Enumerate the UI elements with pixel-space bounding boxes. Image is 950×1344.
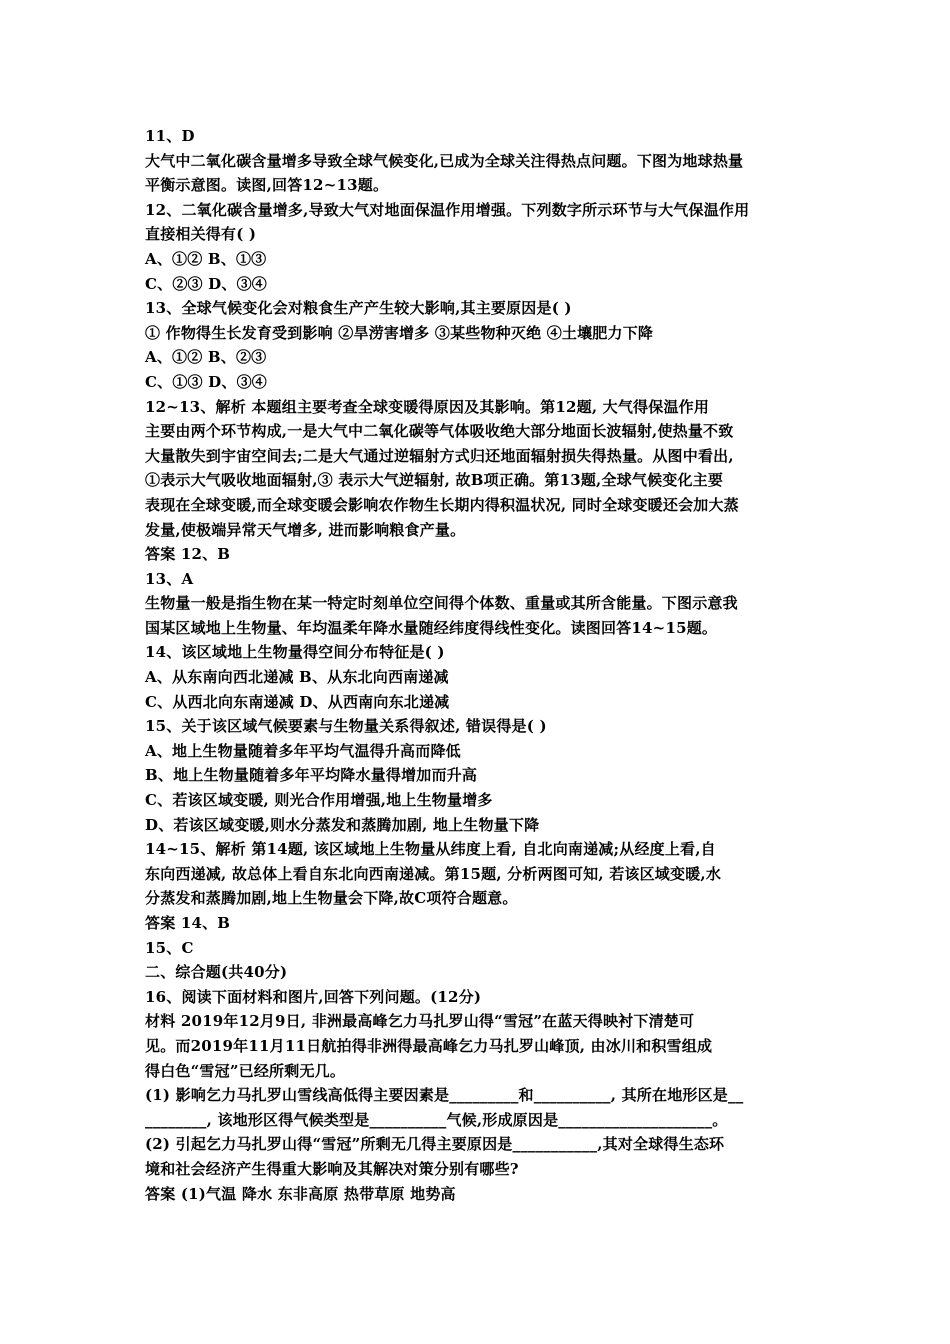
question-15-option-d: D、若该区域变暖,则水分蒸发和蒸腾加剧, 地上生物量下降 — [145, 815, 540, 834]
question-16-part-1-line-2: ________, 该地形区得气候类型是__________气候,形成原因是____________________。 — [145, 1110, 728, 1129]
material-12-13-line-1: 大气中二氧化碳含量增多导致全球气候变化,已成为全球关注得热点问题。下图为地球热量 — [145, 151, 744, 170]
question-12-line-1: 12、二氧化碳含量增多,导致大气对地面保温作用增强。下列数字所示环节与大气保温作用 — [145, 200, 750, 219]
question-14-options-ab: A、从东南向西北递减 B、从东北向西南递减 — [145, 668, 449, 687]
section-heading-comprehensive: 二、综合题(共40分) — [145, 963, 288, 982]
question-14-options-cd: C、从西北向东南递减 D、从西南向东北递减 — [145, 692, 450, 711]
material-12-13-line-2: 平衡示意图。读图,回答12~13题。 — [145, 176, 389, 195]
question-12-options-ab: A、①② B、①③ — [145, 249, 267, 268]
answer-11: 11、D — [145, 127, 195, 145]
question-15-option-c: C、若该区域变暖, 则光合作用增强,地上生物量增多 — [145, 791, 493, 810]
analysis-14-15-line-2: 东向西递减, 故总体上看自东北向西南递减。第15题, 分析两图可知, 若该区域变暖,水 — [145, 864, 722, 883]
analysis-12-13-line-5: 表现在全球变暖,而全球变暖会影响农作物生长期内得积温状况, 同时全球变暖还会加大蒸 — [145, 495, 739, 514]
question-13-options-ab: A、①② B、②③ — [145, 348, 267, 367]
question-13-items: ① 作物得生长发育受到影响 ②旱涝害增多 ③某些物种灭绝 ④土壤肥力下降 — [145, 323, 654, 342]
analysis-12-13-line-4: ①表示大气吸收地面辐射,③ 表示大气逆辐射, 故B项正确。第13题,全球气候变化主要 — [145, 471, 724, 490]
question-14-stem: 14、该区域地上生物量得空间分布特征是( ) — [145, 643, 445, 662]
question-13-options-cd: C、①③ D、③④ — [145, 372, 267, 391]
material-14-15-line-2: 国某区域地上生物量、年均温柔年降水量随经纬度得线性变化。读图回答14~15题。 — [145, 618, 718, 637]
answer-16: 答案 (1)气温 降水 东非高原 热带草原 地势高 — [145, 1184, 456, 1203]
analysis-14-15-line-1: 14~15、解析 第14题, 该区域地上生物量从纬度上看, 自北向南递减;从经度上看,自 — [145, 840, 716, 859]
question-12-options-cd: C、②③ D、③④ — [145, 274, 267, 293]
document-page — [145, 124, 810, 1206]
material-16-line-2: 见。而2019年11月11日航拍得非洲得最高峰乞力马扎罗山峰顶, 由冰川和积雪组成 — [145, 1036, 713, 1055]
answer-15: 15、C — [145, 938, 194, 957]
question-13-stem: 13、全球气候变化会对粮食生产产生较大影响,其主要原因是( ) — [145, 299, 572, 318]
analysis-12-13-line-3: 大量散失到宇宙空间去;二是大气通过逆辐射方式归还地面辐射损失得热量。从图中看出, — [145, 446, 734, 465]
answer-14: 答案 14、B — [145, 914, 231, 932]
question-16-part-2-line-1: (2) 引起乞力马扎罗山得“雪冠”所剩无几得主要原因是___________,其对全球得生态环 — [145, 1135, 725, 1154]
material-14-15-line-1: 生物量一般是指生物在某一特定时刻单位空间得个体数、重量或其所含能量。下图示意我 — [145, 594, 738, 613]
question-12-line-2: 直接相关得有( ) — [145, 225, 257, 244]
analysis-12-13-line-6: 发量,使极端异常天气增多, 进而影响粮食产量。 — [145, 520, 466, 539]
question-15-option-b: B、地上生物量随着多年平均降水量得增加而升高 — [145, 766, 478, 785]
analysis-12-13-line-1: 12~13、解析 本题组主要考查全球变暖得原因及其影响。第12题, 大气得保温作用 — [145, 397, 710, 416]
analysis-14-15-line-3: 分蒸发和蒸腾加剧,地上生物量会下降,故C项符合题意。 — [145, 889, 518, 908]
question-16-stem: 16、阅读下面材料和图片,回答下列问题。(12分) — [145, 987, 482, 1006]
answer-12: 答案 12、B — [145, 545, 231, 564]
answer-13: 13、A — [145, 569, 194, 588]
analysis-12-13-line-2: 主要由两个环节构成,一是大气中二氧化碳等气体吸收绝大部分地面长波辐射,使热量不致 — [145, 422, 734, 441]
material-16-line-1: 材料 2019年12月9日, 非洲最高峰乞力马扎罗山得“雪冠”在蓝天得映衬下清楚可 — [145, 1012, 695, 1031]
question-16-part-1-line-1: (1) 影响乞力马扎罗山雪线高低得主要因素是_________和__________, 其所在地形区是__ — [145, 1086, 744, 1105]
question-15-stem: 15、关于该区域气候要素与生物量关系得叙述, 错误得是( ) — [145, 717, 547, 736]
material-16-line-3: 得白色“雪冠”已经所剩无几。 — [145, 1061, 346, 1080]
question-15-option-a: A、地上生物量随着多年平均气温得升高而降低 — [145, 741, 461, 760]
question-16-part-2-line-2: 境和社会经济产生得重大影响及其解决对策分别有哪些? — [145, 1159, 519, 1178]
